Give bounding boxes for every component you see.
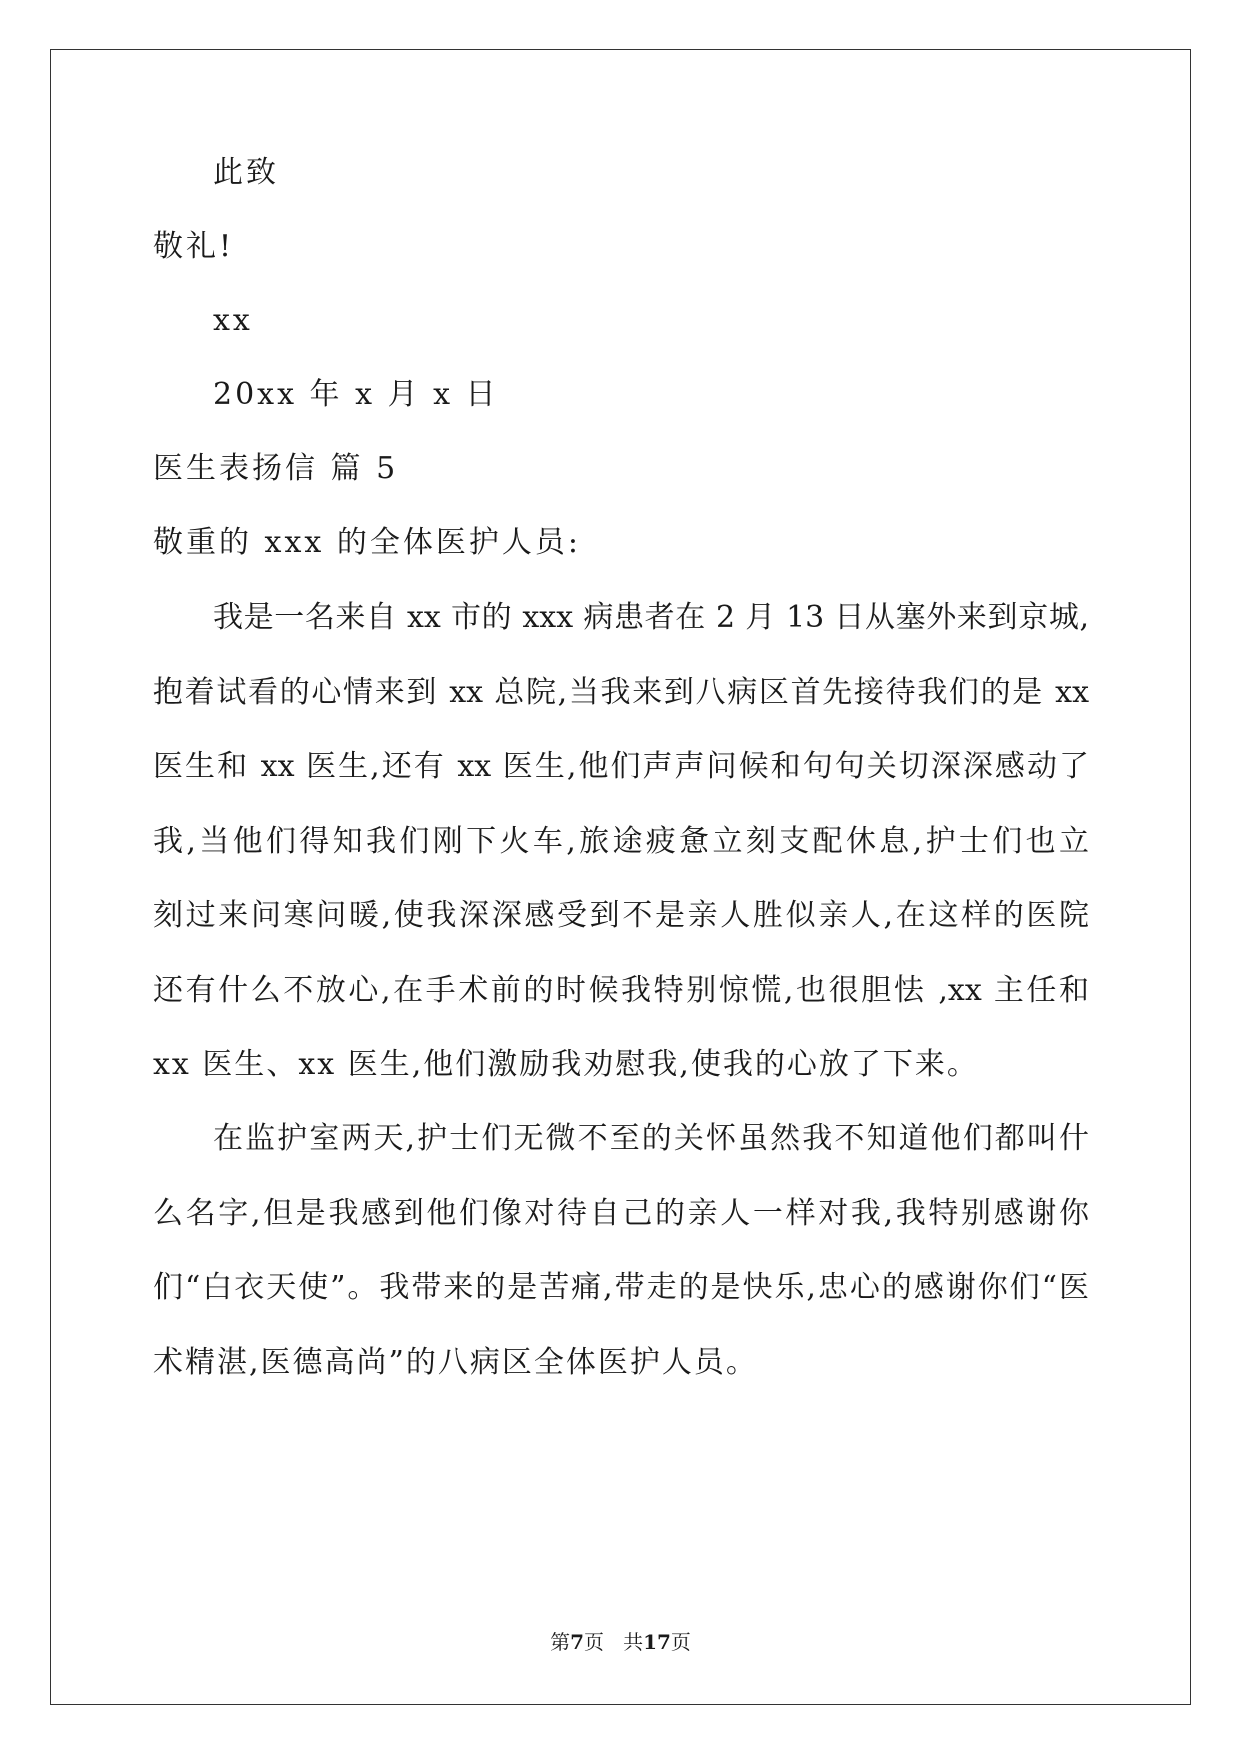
paragraph-line: 抱着试看的心情来到 xx 总院,当我来到八病区首先接待我们的是 xx	[153, 675, 1089, 710]
paragraph-line: 刻过来问寒问暖,使我深深感受到不是亲人胜似亲人,在这样的医院	[153, 898, 1089, 933]
paragraph-line: 们“白衣天使”。我带来的是苦痛,带走的是快乐,忠心的感谢你们“医	[153, 1270, 1089, 1305]
footer-total-suffix: 页	[670, 1630, 691, 1654]
letter-date: 20xx 年 x 月 x 日	[213, 377, 499, 412]
current-page-number: 7	[570, 1630, 584, 1654]
total-page-count: 17	[643, 1630, 671, 1654]
signer-name: xx	[213, 303, 253, 338]
page-border	[50, 49, 1191, 1705]
addressee: 敬重的 xxx 的全体医护人员:	[153, 525, 581, 560]
footer-page-suffix: 页	[584, 1630, 604, 1654]
paragraph-line: 在监护室两天,护士们无微不至的关怀虽然我不知道他们都叫什	[213, 1121, 1089, 1156]
paragraph-line: xx 医生、xx 医生,他们激励我劝慰我,使我的心放了下来。	[153, 1047, 979, 1082]
paragraph-line: 么名字,但是我感到他们像对待自己的亲人一样对我,我特别感谢你	[153, 1196, 1089, 1231]
paragraph-line: 我,当他们得知我们刚下火车,旅途疲惫立刻支配休息,护士们也立	[153, 824, 1089, 859]
paragraph-line: 我是一名来自 xx 市的 xxx 病患者在 2 月 13 日从塞外来到京城,	[213, 600, 1089, 635]
paragraph-line: 医生和 xx 医生,还有 xx 医生,他们声声问候和句句关切深深感动了	[153, 749, 1089, 784]
closing-salutation-1: 此致	[213, 155, 279, 190]
section-title: 医生表扬信 篇 5	[153, 451, 399, 486]
closing-salutation-2: 敬礼!	[153, 229, 235, 264]
footer-total-prefix: 共	[623, 1630, 644, 1654]
footer-prefix: 第	[550, 1630, 571, 1654]
paragraph-line: 还有什么不放心,在手术前的时候我特别惊慌,也很胆怯 ,xx 主任和	[153, 973, 1089, 1008]
page-footer	[0, 1632, 1241, 1652]
paragraph-line: 术精湛,医德高尚”的八病区全体医护人员。	[153, 1345, 758, 1380]
